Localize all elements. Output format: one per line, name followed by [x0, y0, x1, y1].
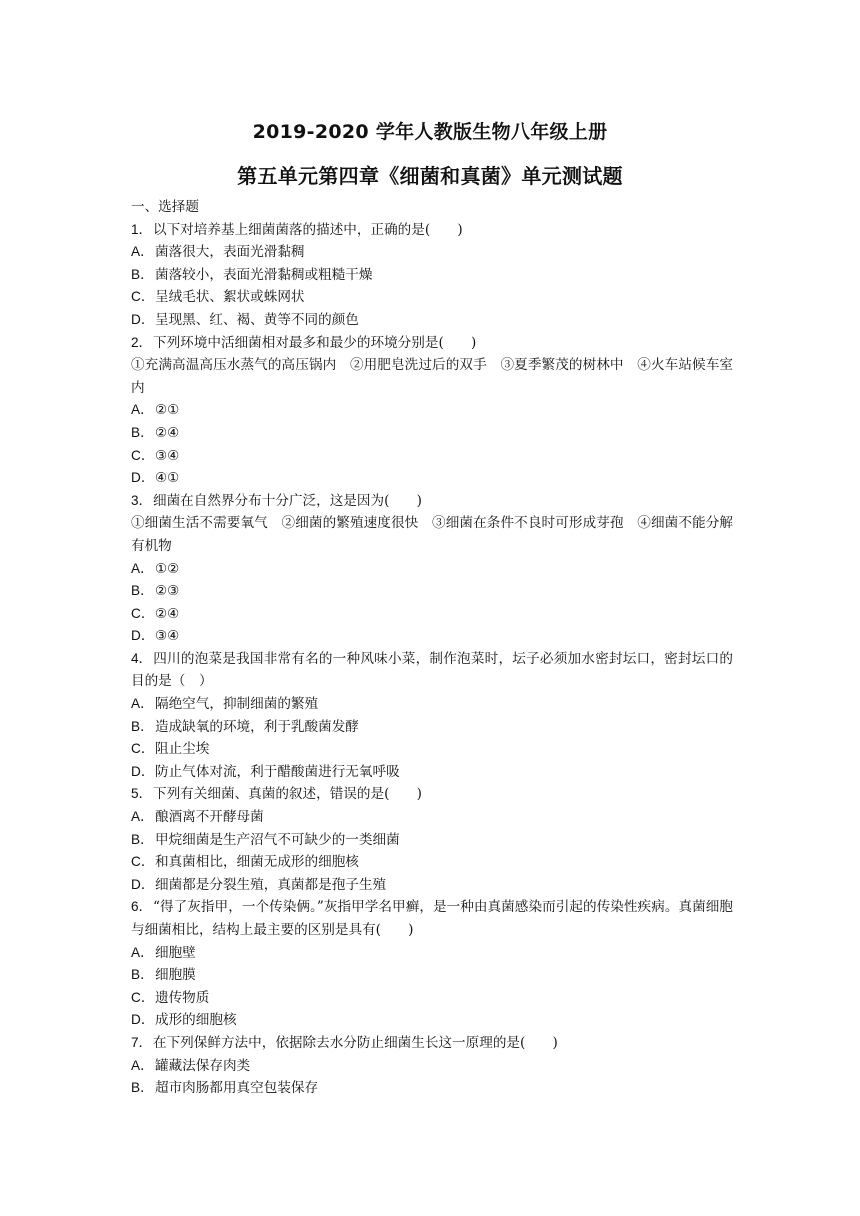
option-letter: C．	[131, 447, 155, 463]
question-number: 4．	[131, 650, 153, 666]
option-text: 造成缺氧的环境，利于乳酸菌发酵	[155, 718, 359, 735]
option-letter: A．	[131, 1057, 154, 1073]
option-text: 罐藏法保存肉类	[155, 1057, 251, 1074]
option	[131, 1077, 733, 1100]
option-text: 呈绒毛状、絮状或蛛网状	[155, 289, 305, 306]
option	[131, 716, 733, 739]
question-statements: ①充满高温高压水蒸气的高压锅内 ②用肥皂洗过后的双手 ③夏季繁茂的树林中 ④火车站候车室内	[131, 357, 733, 396]
option-text: ②①	[155, 402, 180, 419]
option	[131, 964, 733, 987]
option-text: ②④	[155, 424, 180, 441]
option-letter: C．	[131, 854, 155, 870]
question-stem	[131, 332, 733, 355]
option-text: 细胞壁	[155, 944, 196, 961]
option-letter: D．	[131, 876, 155, 892]
question-stem	[131, 896, 733, 941]
option-letter: D．	[131, 470, 155, 486]
option-letter: B．	[131, 1080, 154, 1096]
option	[131, 738, 733, 761]
question-number: 7．	[131, 1034, 153, 1050]
question-number: 5．	[131, 786, 153, 802]
question-text: “得了灰指甲，一个传染俩。”灰指甲学名甲癣，是一种由真菌感染而引起的传染性疾病。真菌细胞与细菌相比，结构上最主要的区别是具有( )	[131, 899, 733, 938]
option-text: 菌落很大，表面光滑黏稠	[155, 244, 305, 261]
option-text: 细菌都是分裂生殖，真菌都是孢子生殖	[155, 876, 387, 893]
question-text: 四川的泡菜是我国非常有名的一种风味小菜，制作泡菜时，坛子必须加水密封坛口，密封坛口的目的是（ ）	[131, 650, 733, 690]
option-letter: D．	[131, 311, 155, 327]
option	[131, 942, 733, 965]
option-letter: D．	[131, 763, 155, 779]
option	[131, 874, 733, 897]
question-stem	[131, 648, 733, 693]
option	[131, 445, 733, 468]
option	[131, 264, 733, 287]
option-text: 呈现黑、红、褐、黄等不同的颜色	[155, 311, 359, 328]
option-letter: C．	[131, 289, 155, 305]
option-text: ④①	[155, 470, 180, 487]
option	[131, 761, 733, 784]
option-letter: A．	[131, 402, 154, 418]
option	[131, 286, 733, 309]
option-letter: A．	[131, 560, 154, 576]
option-letter: B．	[131, 424, 154, 440]
option-letter: B．	[131, 967, 154, 983]
option	[131, 987, 733, 1010]
document-title: 2019-2020 学年人教版生物八年级上册	[252, 121, 608, 143]
option	[131, 693, 733, 716]
option-letter: C．	[131, 989, 155, 1005]
option-letter: A．	[131, 809, 154, 825]
option	[131, 829, 733, 852]
question-number: 3．	[131, 492, 153, 508]
section-heading: 一、选择题	[131, 199, 199, 215]
option	[131, 580, 733, 603]
question-text: 下列有关细菌、真菌的叙述，错误的是( )	[153, 786, 422, 803]
question-text: 下列环境中活细菌相对最多和最少的环境分别是( )	[153, 334, 477, 351]
option	[131, 851, 733, 874]
question-statements: ①细菌生活不需要氧气 ②细菌的繁殖速度很快 ③细菌在条件不良时可形成芽孢 ④细菌不能分解有机物	[131, 515, 733, 554]
option-text: 遗传物质	[155, 989, 210, 1006]
option-letter: A．	[131, 944, 154, 960]
option-text: 阻止尘埃	[155, 741, 210, 758]
option-text: 酿酒离不开酵母菌	[155, 809, 264, 826]
option-letter: B．	[131, 831, 154, 847]
option	[131, 625, 733, 648]
option-letter: D．	[131, 1012, 155, 1028]
option-text: 细胞膜	[155, 967, 196, 984]
option	[131, 422, 733, 445]
option	[131, 806, 733, 829]
document-subtitle: 第五单元第四章《细菌和真菌》单元测试题	[237, 164, 623, 188]
question-text: 以下对培养基上细菌菌落的描述中，正确的是( )	[153, 221, 463, 238]
question-list	[131, 196, 733, 1100]
question-text: 细菌在自然界分布十分广泛，这是因为( )	[153, 492, 422, 509]
option	[131, 241, 733, 264]
option-letter: A．	[131, 244, 154, 260]
option-letter: A．	[131, 696, 154, 712]
option-text: ②④	[155, 605, 180, 622]
question-stem	[131, 219, 733, 242]
option	[131, 467, 733, 490]
question-stem	[131, 783, 733, 806]
option-letter: C．	[131, 605, 155, 621]
question-text: 在下列保鲜方法中，依据除去水分防止细菌生长这一原理的是( )	[153, 1034, 558, 1051]
option	[131, 399, 733, 422]
option-text: 菌落较小，表面光滑黏稠或粗糙干燥	[155, 266, 373, 283]
option	[131, 558, 733, 581]
question-stem	[131, 1032, 733, 1055]
option-text: 甲烷细菌是生产沼气不可缺少的一类细菌	[155, 831, 400, 848]
option-letter: B．	[131, 583, 154, 599]
question-number: 2．	[131, 334, 153, 350]
option-text: ③④	[155, 447, 180, 464]
option-letter: D．	[131, 628, 155, 644]
option-text: ①②	[155, 560, 180, 577]
option	[131, 1009, 733, 1032]
option-text: 成形的细胞核	[155, 1012, 237, 1029]
option-letter: B．	[131, 718, 154, 734]
option-text: 和真菌相比，细菌无成形的细胞核	[155, 854, 359, 871]
option-text: ③④	[155, 628, 180, 645]
question-number: 1．	[131, 221, 153, 237]
option-text: 防止气体对流，利于醋酸菌进行无氧呼吸	[155, 763, 400, 780]
option-text: 隔绝空气，抑制细菌的繁殖	[155, 696, 319, 713]
option-text: 超市肉肠都用真空包装保存	[155, 1080, 319, 1097]
option	[131, 1055, 733, 1078]
option-letter: C．	[131, 741, 155, 757]
question-stem	[131, 490, 733, 513]
option-text: ②③	[155, 583, 180, 600]
option-letter: B．	[131, 266, 154, 282]
option	[131, 309, 733, 332]
question-number: 6．	[131, 899, 153, 915]
option	[131, 603, 733, 626]
